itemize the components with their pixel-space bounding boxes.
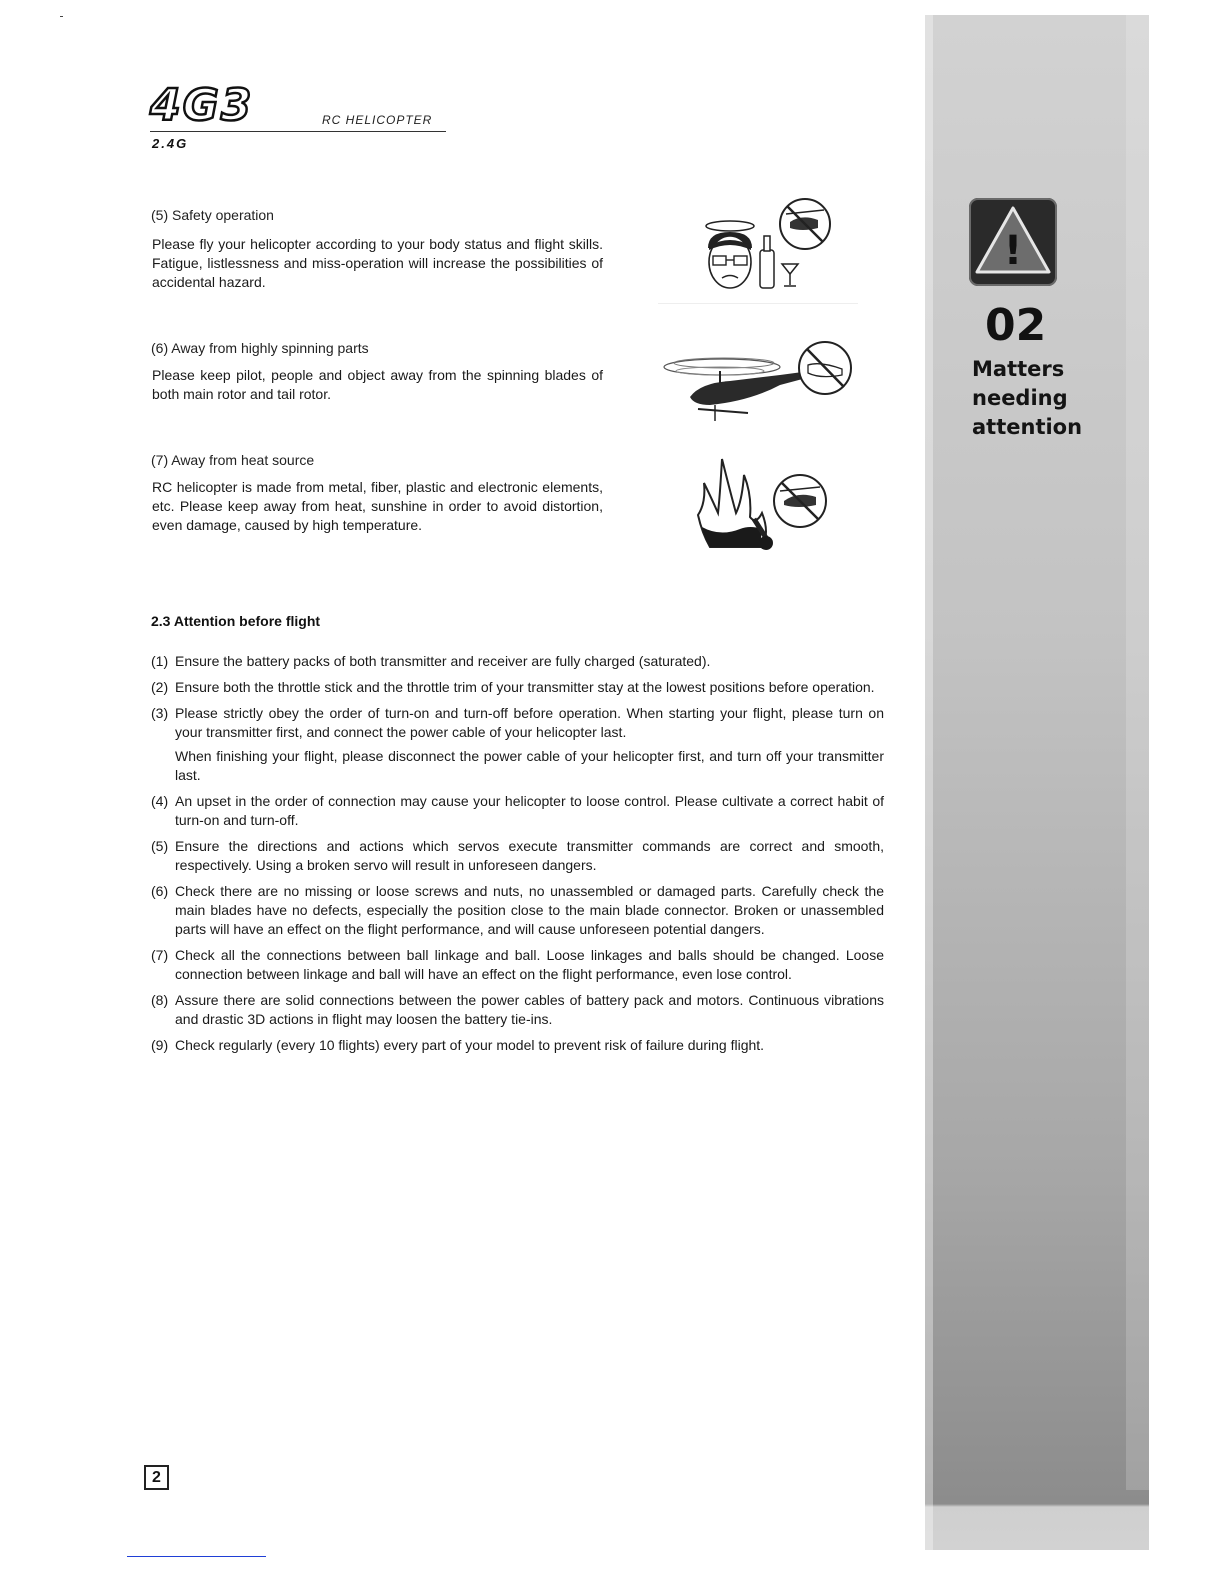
glass-icon bbox=[782, 264, 798, 274]
sidebar-edge bbox=[925, 15, 933, 1550]
page-number: 2 bbox=[144, 1465, 169, 1490]
chapter-title: Matters needing attention bbox=[972, 357, 1083, 439]
section-heading: 2.3 Attention before flight bbox=[151, 613, 321, 629]
attention-list bbox=[151, 652, 884, 1062]
logo-band: 2.4G bbox=[152, 136, 189, 151]
section-title: (6) Away from highly spinning parts bbox=[151, 340, 369, 356]
fatigue-illustration bbox=[690, 190, 840, 295]
list-item: (9) Check regularly (every 10 flights) every part of your model to prevent risk of failure during flight. bbox=[151, 1037, 765, 1053]
heat-source-illustration bbox=[690, 455, 840, 560]
list-item: (6) Check there are no missing or loose screws and nuts, no unassembled or damaged parts. Carefully check the main blades have no defects, especially the position close to the main blade connector. Broken or unassembled parts will have an effect on the flight performance, and will cause unforeseen potential dangers. bbox=[151, 883, 884, 937]
list-item: (3) Please strictly obey the order of turn-on and turn-off before operation. When starting your flight, please turn on your transmitter first, and connect the power cable of your helicopter last. When finishing your flight, please disconnect the power cable of your helicopter first, and turn off your transmitter last. bbox=[151, 705, 884, 783]
section-title: (7) Away from heat source bbox=[151, 452, 315, 468]
section-body: Please fly your helicopter according to your body status and flight skills. Fatigue, listlessness and miss-operation will increase the possibilities of accidental hazard. bbox=[152, 236, 603, 290]
section-body: Please keep pilot, people and object away from the spinning blades of both main rotor and tail rotor. bbox=[152, 367, 603, 402]
brand-logo: 4G3 bbox=[150, 80, 254, 131]
helicopter-icon bbox=[690, 371, 810, 405]
chapter-number: 02 bbox=[985, 300, 1047, 351]
crop-mark bbox=[60, 16, 63, 17]
divider bbox=[658, 303, 858, 304]
sidebar-edge bbox=[1126, 15, 1149, 1490]
warning-triangle-icon bbox=[969, 198, 1057, 286]
list-item: (5) Ensure the directions and actions which servos execute transmitter commands are correct and smooth, respectively. Using a broken servo will result in unforeseen dangers. bbox=[151, 838, 884, 873]
list-item: (8) Assure there are solid connections between the power cables of battery pack and motors. Continuous vibrations and drastic 3D actions in flight may loosen the battery tie-ins. bbox=[151, 992, 884, 1027]
logo-subtitle: RC HELICOPTER bbox=[322, 113, 433, 127]
halo-icon bbox=[706, 221, 754, 231]
warning-symbol: ! bbox=[1003, 228, 1023, 274]
list-item: (1) Ensure the battery packs of both transmitter and receiver are fully charged (saturated). bbox=[151, 653, 711, 669]
list-item: (2) Ensure both the throttle stick and the throttle trim of your transmitter stay at the lowest positions before operation. bbox=[151, 679, 875, 695]
footer-link-rule bbox=[127, 1556, 266, 1557]
section-title: (5) Safety operation bbox=[151, 207, 274, 223]
section-body: RC helicopter is made from metal, fiber, plastic and electronic elements, etc. Please keep away from heat, sunshine in order to avoid distortion, even damage, caused by high temperature. bbox=[152, 479, 603, 533]
bottle-icon bbox=[760, 250, 774, 288]
spinning-rotor-illustration bbox=[660, 335, 860, 430]
list-item: (4) An upset in the order of connection may cause your helicopter to loose control. Please cultivate a correct habit of turn-on and turn-off. bbox=[151, 793, 884, 828]
header-rule bbox=[150, 131, 446, 132]
list-item: (7) Check all the connections between ball linkage and ball. Loose linkages and balls should be changed. Loose connection between linkage and ball will have an effect on the flight performance, even lose control. bbox=[151, 947, 884, 982]
warning-badge bbox=[969, 198, 1057, 286]
